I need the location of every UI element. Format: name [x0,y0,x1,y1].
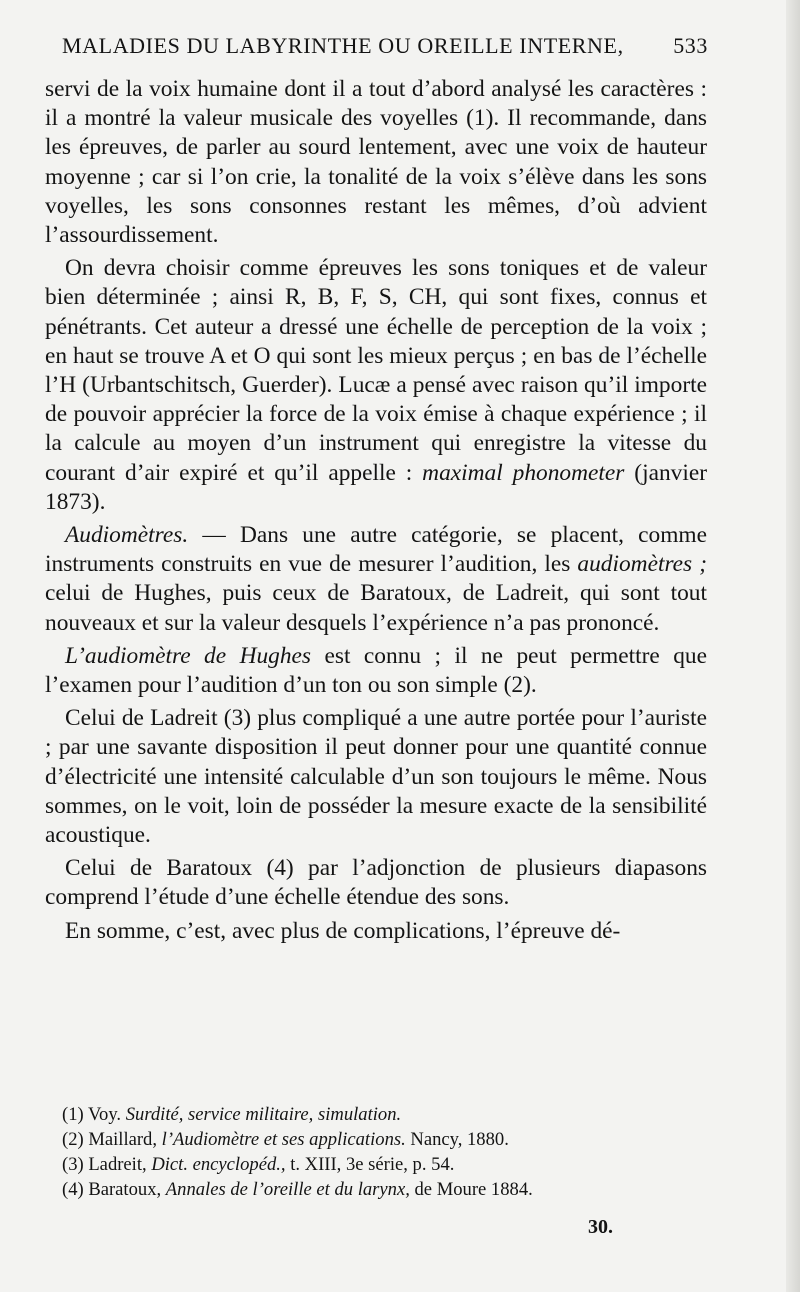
running-title: MALADIES DU LABYRINTHE OU OREILLE INTERNE, [62,33,624,58]
paragraph-text: servi de la voix humaine dont il a tout d’abord analysé les caractères : il a montré la valeur musicale des voyelles (1). Il recommande, dans les épreuves, de parler au sourd lentement, avec une voix de hauteur moyenne ; car si l’on crie, la tonalité de la voix s’élève dans les sons voyelles, les sons consonnes restant les mêmes, d’où advient l’assourdissement. [45,76,707,249]
paragraph-text: En somme, c’est, avec plus de complications, l’épreuve dé- [65,917,621,944]
paragraph-italic: maximal phonometer [422,459,625,486]
footnote-text: t. XIII, 3e série, p. 54. [285,1154,455,1175]
paragraph-5 [45,704,707,850]
footnote-3 [62,1152,692,1177]
footnote-italic: Dict. encyclopéd., [151,1154,286,1175]
page-edge [786,0,800,1292]
paragraph-text: On devra choisir comme épreuves les sons toniques et de valeur bien déterminée ; ainsi R, B, F, S, CH, qui sont fixes, connus et pénétrants. Cet auteur a dressé une échelle de perception de la voix ; en haut se trouve A et O qui sont les mieux perçus ; en bas de l’échelle l’H (Urbantschitsch, Guerder). Lucæ a pensé avec raison qu’il importe de pouvoir apprécier la force de la voix émise à chaque expérience ; il la calcule au moyen d’un instrument qui enregistre la vitesse du courant d’air expiré et qu’il appelle : [45,255,707,486]
page-number: 533 [673,33,708,58]
paragraph-4 [45,642,707,700]
paragraph-text: celui de Hughes, puis ceux de Baratoux, de Ladreit, qui sont tout nouveaux et sur la valeur desquels l’expérience n’a pas prononcé. [45,580,707,636]
paragraph-text: est connu ; il ne peut permettre que l’examen pour l’audition d’un ton ou son simple (2). [45,642,708,699]
footnote-italic: Annales de l’oreille et du larynx, [165,1179,410,1200]
footnote-text: (4) Baratoux, [62,1179,166,1200]
paragraph-1 [45,75,707,250]
running-header [62,33,708,59]
footnote-text: (2) Maillard, [62,1129,162,1150]
section-heading-audiometres: Audiomètres. [65,522,189,549]
signature-mark: 30. [588,1216,613,1238]
body-text [45,75,707,946]
paragraph-3 [45,521,707,638]
footnotes [62,1102,692,1202]
footnote-text: (1) Voy. [62,1104,126,1125]
paragraph-6 [45,854,707,912]
footnote-1 [62,1102,692,1127]
footnote-2 [62,1127,692,1152]
paragraph-7 [45,917,707,946]
paragraph-text: Celui de Ladreit (3) plus compliqué a une autre portée pour l’auriste ; par une savante disposition il peut donner pour une quantité connue d’électricité une intensité calculable d’un son toujours le même. Nous sommes, on le voit, loin de posséder la mesure exacte de la sensibilité acoustique. [45,705,707,849]
footnote-4 [62,1177,692,1202]
paragraph-text: (janvier 1873). [45,459,708,515]
paragraph-italic: audiomètres ; [577,551,707,578]
paragraph-italic: L’audiomètre de Hughes [65,642,312,669]
footnote-italic: Surdité, service militaire, simulation. [125,1104,402,1125]
footnote-text: de Moure 1884. [409,1179,533,1200]
footnote-text: Nancy, 1880. [405,1129,509,1150]
paragraph-text: Celui de Baratoux (4) par l’adjonction de plusieurs diapasons comprend l’étude d’une échelle étendue des sons. [45,855,707,911]
paragraph-text: — Dans une autre catégorie, se placent, comme instruments construits en vue de mesurer l’audition, les [45,522,707,578]
footnote-italic: l’Audiomètre et ses applications. [161,1129,406,1150]
paragraph-2 [45,254,707,517]
footnote-text: (3) Ladreit, [62,1154,152,1175]
